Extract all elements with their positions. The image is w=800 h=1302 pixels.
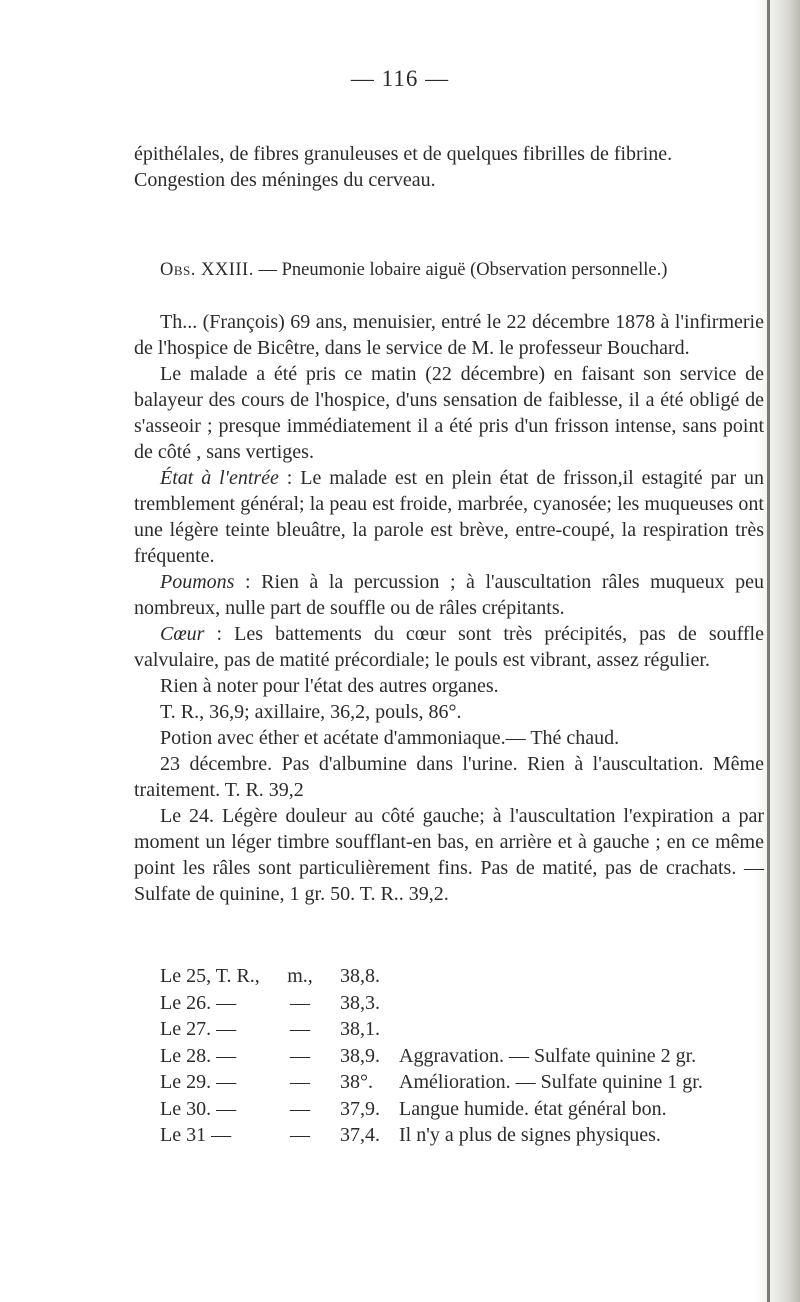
paragraph-etat <box>134 465 764 569</box>
case-body <box>134 309 764 907</box>
temp-mark: — <box>290 1071 310 1093</box>
temp-day: Le 25, T. R., <box>160 965 260 987</box>
opening-line-1: épithélales, de fibres granuleuses et de quelques fibrilles de fibrine. <box>134 143 673 165</box>
temp-mark: — <box>290 1124 310 1146</box>
temperature-row <box>160 963 780 990</box>
opening-text <box>134 141 764 193</box>
temperature-row <box>160 1069 780 1096</box>
temp-note: Amélioration. — Sulfate quinine 1 gr. <box>399 1071 703 1093</box>
temp-day: Le 26. — <box>160 991 237 1014</box>
paragraph-intro: Th... (François) 69 ans, menuisier, entré le 22 décembre 1878 à l'infirmerie de l'hospice de Bicêtre, dans le service de M. le professeur Bouchard. <box>134 311 764 359</box>
paragraph-coeur <box>134 621 764 673</box>
temperature-log <box>160 963 780 1149</box>
opening-line-2: Congestion des méninges du cerveau. <box>134 169 436 191</box>
observation-title: Pneumonie lobaire aiguë (Observation personnelle.) <box>281 260 668 280</box>
temp-note <box>395 1016 399 1043</box>
observation-heading <box>160 260 770 281</box>
temperature-row <box>160 990 780 1017</box>
temp-value: 38,9. <box>340 1044 380 1067</box>
temp-mark: — <box>290 1044 310 1067</box>
temp-day: Le 28. — <box>160 1044 237 1067</box>
temp-note: Aggravation. — Sulfate quinine 2 gr. <box>399 1044 697 1067</box>
temperature-row <box>160 1122 780 1149</box>
temp-note: Il n'y a plus de signes physiques. <box>399 1124 661 1146</box>
temp-value: 38,3. <box>340 991 380 1014</box>
etat-text: : Le malade est en plein état de frisson,il estagité par un tremblement général; la peau est froide, marbrée, cyanosée; les muqueuses ont une légère teinte bleuâtre, la parole est brève, entre-coupé, la respiration très fréquente. <box>134 467 764 567</box>
temp-value: 38,8. <box>340 965 380 987</box>
paragraph-temp: T. R., 36,9; axillaire, 36,2, pouls, 86°. <box>160 701 462 723</box>
paragraph-poumons <box>134 569 764 621</box>
temp-day: Le 29. — <box>160 1071 237 1093</box>
temp-value: 37,9. <box>340 1097 380 1120</box>
temp-day: Le 30. — <box>160 1097 237 1120</box>
page-number: — 116 — <box>350 66 450 91</box>
coeur-text: : Les battements du cœur sont très précipités, pas de souffle valvulaire, pas de matité précordiale; le pouls est vibrant, assez régulier. <box>134 623 764 671</box>
paragraph-rien: Rien à noter pour l'état des autres organes. <box>160 675 499 697</box>
paragraph-dec24: Le 24. Légère douleur au côté gauche; à l'auscultation l'expiration a par moment un léger timbre soufflant-en bas, en arrière et à gauche ; en ce même point les râles sont particulièrement fins. Pas de matité, pas de crachats. — Sulfate de quinine, 1 gr. 50. T. R.. 39,2. <box>134 805 764 905</box>
temp-value: 37,4. <box>340 1124 380 1146</box>
temp-mark: — <box>290 991 310 1014</box>
etat-label: État à l'entrée <box>160 467 279 489</box>
paragraph-onset: Le malade a été pris ce matin (22 décembre) en faisant son service de balayeur des cours de l'hospice, d'uns sensation de faiblesse, il a été obligé de s'asseoir ; presque immédiatement il a été pris d'un frisson intense, sans point de côté , sans vertiges. <box>134 363 764 463</box>
poumons-text: : Rien à la percussion ; à l'auscultation râles muqueux peu nombreux, nulle part de souffle ou de râles crépitants. <box>134 571 764 619</box>
temp-mark: — <box>290 1097 310 1120</box>
temp-note: Langue humide. état général bon. <box>399 1097 667 1120</box>
temp-value: 38,1. <box>340 1018 380 1040</box>
paragraph-dec23: 23 décembre. Pas d'albumine dans l'urine. Rien à l'auscultation. Même traitement. T. R. 39,2 <box>134 753 764 801</box>
temp-day: Le 31 — <box>160 1124 232 1146</box>
temp-value: 38°. <box>340 1071 373 1093</box>
poumons-label: Poumons <box>160 571 235 593</box>
temperature-row <box>160 1043 780 1070</box>
temp-day: Le 27. — <box>160 1018 237 1040</box>
temp-mark: — <box>290 1018 310 1040</box>
temp-mark: m., <box>287 965 313 987</box>
temp-note <box>395 963 399 990</box>
temperature-row <box>160 1016 780 1043</box>
observation-dash: — <box>253 260 282 280</box>
temp-note <box>395 990 399 1017</box>
paragraph-potion: Potion avec éther et acétate d'ammoniaque.— Thé chaud. <box>160 727 620 749</box>
observation-label: Obs. XXIII. <box>160 260 254 280</box>
temperature-row <box>160 1096 780 1123</box>
coeur-label: Cœur <box>160 623 205 645</box>
